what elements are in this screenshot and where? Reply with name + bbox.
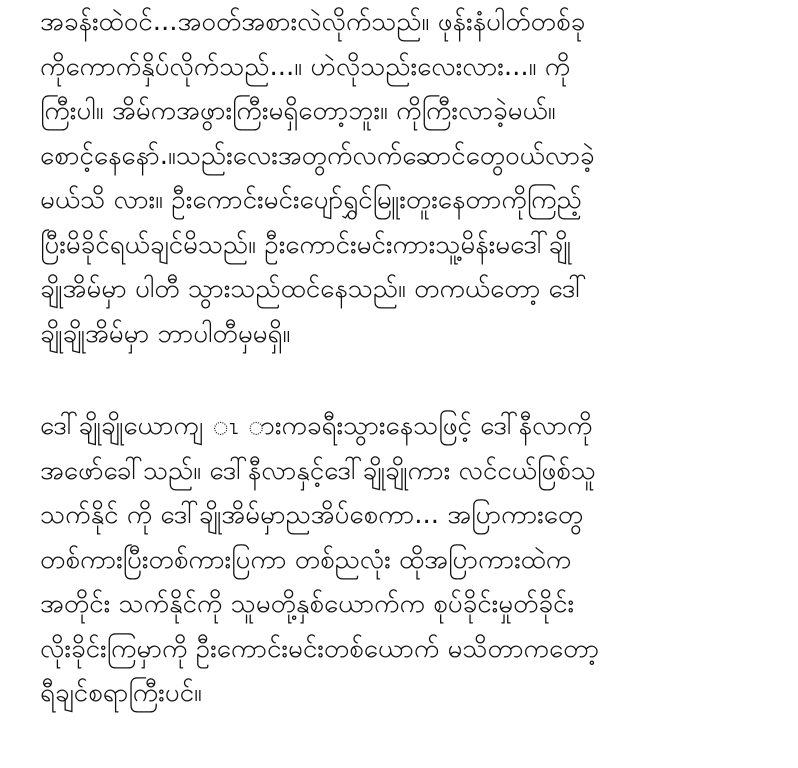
text-line: လိုးခိုင်းကြမှာကို ဦးကောင်းမင်းတစ်ယောက် မသိတာကတော့ bbox=[40, 633, 600, 664]
text-line: ဒေါ်ချိုချိုယောကျ ၤ ားကခရီးသွားနေသဖြင့် ဒေါ်နီလာကို bbox=[40, 411, 593, 441]
text-line: မယ်သိ လား။ ဦးကောင်းမင်းပျော်ရွှင်မြူးတူးနေတာကိုကြည့် bbox=[40, 185, 582, 215]
text-line: ကြီးပါ။ အိမ်ကအဖွားကြီးမရှိတော့ဘူး။ ကိုကြီးလာခဲ့မယ်။ bbox=[40, 96, 556, 126]
text-line: တစ်ကားပြီးတစ်ကားပြကာ တစ်ညလုံး ထိုအပြာကားထဲက bbox=[40, 544, 572, 575]
text-line: ကိုကောက်နှိပ်လိုက်သည်...။ ဟဲလိုသည်းလေးလား...။ ကို bbox=[40, 51, 571, 82]
text-line: ပြီးမိခိုင်ရယ်ချင်မိသည်။ ဦးကောင်းမင်းကားသူ့မိန်းမဒေါ်ချို bbox=[40, 229, 571, 260]
paragraph-2 bbox=[40, 404, 780, 716]
text-line: အတိုင်း သက်နိုင်ကို သူမတို့နှစ်ယောက်က စုပ်ခိုင်းမှုတ်ခိုင်း bbox=[40, 589, 575, 619]
text-line: အဖော်ခေါ်သည်။ ဒေါ်နီလာနှင့်ဒေါ်ချိုချိုကား လင်ငယ်ဖြစ်သူ bbox=[40, 455, 596, 486]
text-line: စောင့်နေနော်.။သည်းလေးအတွက်လက်ဆောင်တွေဝယ်လာခဲ့ bbox=[40, 140, 595, 171]
text-line: အခန်းထဲဝင်...အဝတ်အစားလဲလိုက်သည်။ ဖုန်းနံပါတ်တစ်ခု bbox=[40, 7, 586, 37]
text-line: ချိုချိုအိမ်မှာ ဘာပါတီမှမရှိ။ bbox=[40, 318, 291, 349]
text-line: ချိုအိမ်မှာ ပါတီ သွားသည်ထင်နေသည်။ တကယ်တော့ ဒေါ် bbox=[40, 274, 587, 304]
text-line: သက်နိုင် ကို ဒေါ်ချိုအိမ်မှာညအိပ်စေကာ... အပြာကားတွေ bbox=[40, 500, 584, 530]
paragraph-1 bbox=[40, 0, 780, 356]
text-line: ရီချင်စရာကြီးပင်။ bbox=[40, 678, 202, 708]
